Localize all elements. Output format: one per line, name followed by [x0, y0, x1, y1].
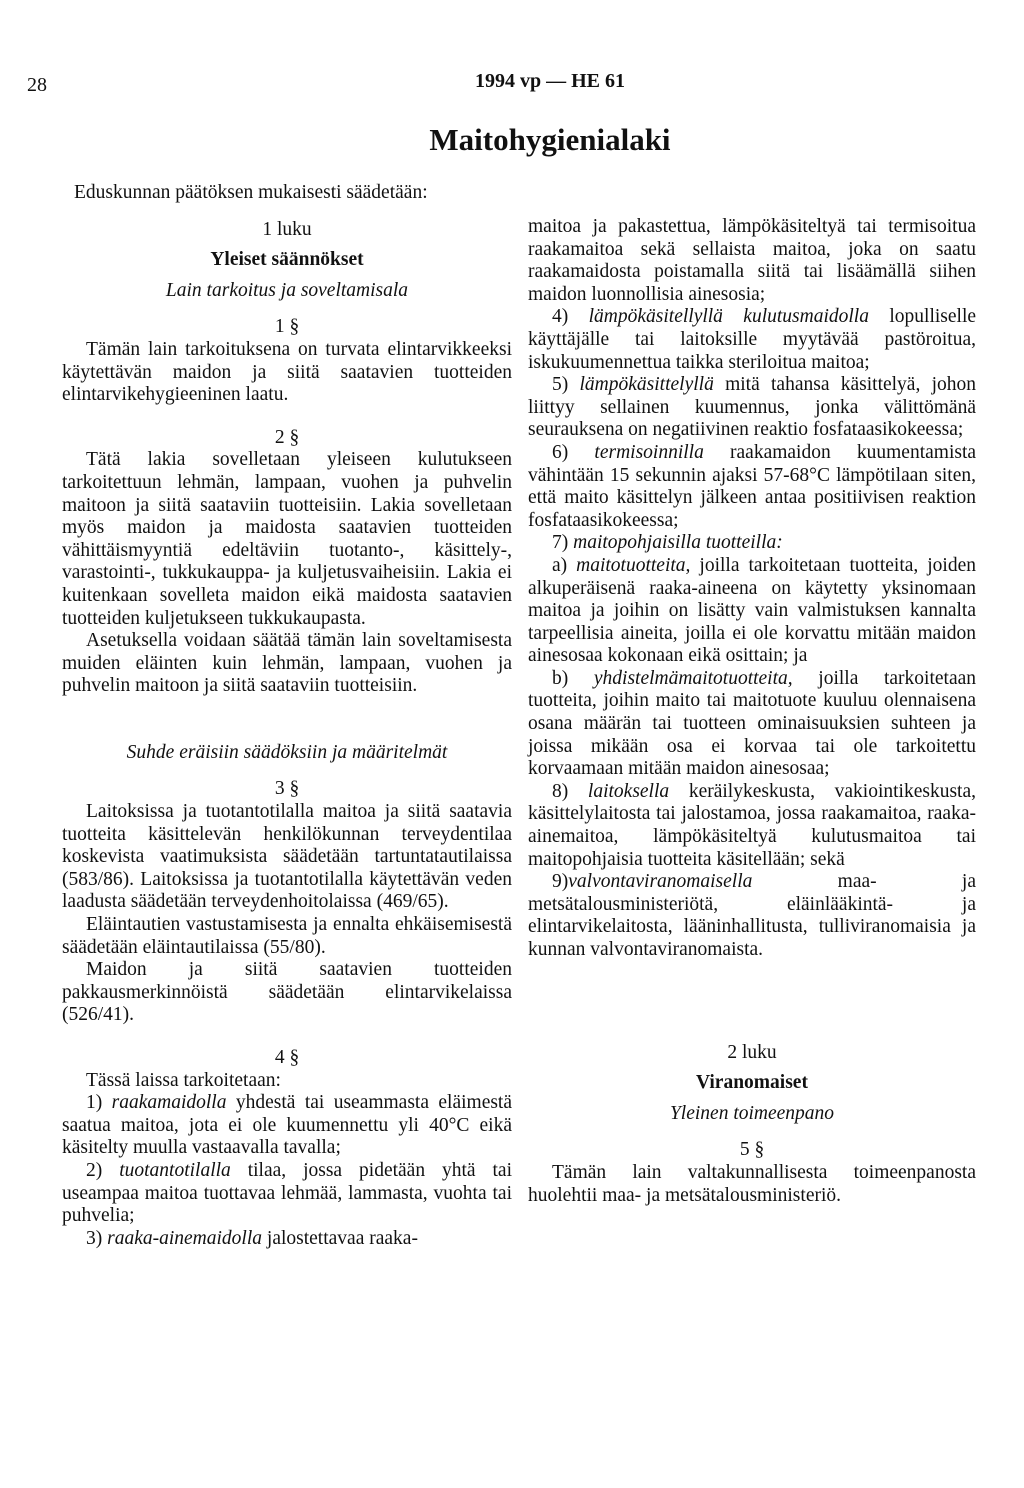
section-5-label: 5 §: [739, 1139, 765, 1161]
defined-term: raaka-ainemaidolla: [107, 1227, 263, 1249]
defined-term: maitopohjaisilla tuotteilla:: [573, 532, 783, 554]
item-number: a): [552, 554, 568, 576]
section-4-intro: Tässä laissa tarkoitetaan:: [86, 1069, 281, 1091]
chapter-2-title: Viranomaiset: [696, 1072, 808, 1094]
defined-term: tuotantotilalla: [119, 1159, 231, 1181]
item-number: 7): [552, 532, 569, 554]
item-number: 8): [552, 780, 569, 802]
defined-term: valvontaviranomaisella: [568, 871, 753, 893]
definition-item-7b: [528, 668, 976, 781]
section-3-paragraph-2: Eläintautien vastustamisesta ja ennalta ehkäisemisestä säädetään eläintautilaissa (55/80).: [62, 914, 512, 958]
right-column: [528, 216, 976, 1207]
defined-term: raakamaidolla: [111, 1092, 227, 1114]
subheading-definitions: Suhde eräisiin säädöksiin ja määritelmät: [126, 741, 448, 763]
section-2-paragraph-2: Asetuksella voidaan säätää tämän lain soveltamisesta muiden eläinten kuin lehmän, lampaan, vuohen ja puhvelin maitoon ja siitä saataviin tuotteisiin.: [62, 630, 512, 697]
section-1-text: Tämän lain tarkoituksena on turvata elintarvikkeeksi käytettävän maidon ja siitä saatavien tuotteiden elintarvikehygieeninen laatu.: [62, 338, 512, 406]
definition-text: jalostettavaa raaka-: [266, 1227, 418, 1249]
item-number: 9): [552, 871, 569, 893]
definition-item-6: [528, 442, 976, 532]
definition-item-3: [62, 1228, 512, 1251]
item-number: b): [552, 667, 569, 689]
definition-item-1: [62, 1092, 512, 1160]
section-2-label: 2 §: [274, 426, 300, 448]
defined-term: lämpökäsittelyllä: [579, 374, 714, 396]
definition-item-8: [528, 781, 976, 871]
definition-text: tilaa, jossa pidetään yhtä tai useampaa maitoa tuottavaa lehmää, lammasta, vuohta tai puhvelia;: [62, 1159, 512, 1227]
chapter-1-subtitle: Lain tarkoitus ja soveltamisala: [165, 279, 409, 301]
definition-item-5: [528, 374, 976, 442]
definition-text: maa- ja metsätalousministeriötä, eläinlääkintä- ja elintarvikelaitosta, lääninhallitusta, tulliviranomaisia ja kunnan valvontaviranomaista.: [528, 871, 976, 960]
definition-text: joilla tarkoitetaan tuotteita, joihin maito tai maitotuote kuuluu olennaisena osana määrän tai tuotteen ominaisuuksien suhteen ja joissa mikään osa ei korvaa tai ole tarkoitettu korvaamaan mitään maidon ainesosaa;: [528, 667, 977, 780]
defined-term: termisoinnilla: [594, 441, 704, 463]
chapter-2-subtitle: Yleinen toimeenpano: [669, 1102, 835, 1124]
definition-item-4: [528, 306, 976, 374]
section-5-text: Tämän lain valtakunnallisesta toimeenpanosta huolehtii maa- ja metsätalousministeriö.: [528, 1161, 976, 1206]
definition-text: keräilykeskusta, vakiointikeskusta, käsittelylaitosta tai jalostamoa, jossa raakamaitoa, raaka-ainemaitoa, lämpökäsiteltyä kulutusmaitoa tai maitopohjaisia tuotteita käsitellään; sekä: [528, 780, 976, 870]
enactment-clause: Eduskunnan päätöksen mukaisesti säädetään:: [74, 182, 428, 203]
item-number: 4): [552, 306, 569, 328]
definition-item-7: [528, 532, 976, 555]
section-3-paragraph-3: Maidon ja siitä saatavien tuotteiden pakkausmerkinnöistä säädetään elintarvikelaissa (526/41).: [62, 959, 512, 1026]
defined-term: maitotuotteita,: [576, 554, 691, 576]
definition-item-2: [62, 1160, 512, 1228]
section-4-label: 4 §: [274, 1047, 300, 1068]
section-2-paragraph-1: Tätä lakia sovelletaan yleiseen kulutukseen tarkoitettuun lehmän, lampaan, vuohen ja puhvelin maitoon ja siitä saataviin tuotteisiin. Lakia sovelletaan myös maidon ja maidosta saatavien tuotteiden vähittäismyyntiä edeltäviin tuotanto-, käsittely-, varastointi-, tukkukauppa- ja kuljetusvaiheisiin. Lakia ei kuitenkaan sovelleta maidon eikä maidosta saatavien tuotteiden kuljetukseen tukkukaupasta.: [62, 449, 512, 629]
left-column: [62, 182, 512, 1250]
section-1-label: 1 §: [274, 316, 300, 338]
definition-text: raakamaidon kuumentamista vähintään 15 sekunnin ajaksi 57-68°C lämpötilaan siten, että maito käsittelyn jälkeen antaa positiivisen reaktion fosfataasikokeessa;: [528, 441, 977, 531]
chapter-1-number: 1 luku: [262, 218, 312, 240]
definition-item-9: [528, 871, 976, 961]
definition-text: yhdestä tai useammasta eläimestä saatua maitoa, jota ei ole kuumennettu yli 40°C eikä käsitelty muulla vastaavalla tavalla;: [62, 1092, 513, 1159]
definition-item-3-continued: maitoa ja pakastettua, lämpökäsiteltyä tai termisoitua raakamaitoa sekä sellaista maitoa, joka on saatu raakamaidosta poistamalla siitä tai lisäämällä siihen maidon luonnollisia ainesosia;: [528, 216, 976, 305]
chapter-2-number: 2 luku: [727, 1041, 777, 1063]
running-head: 1994 vp — HE 61: [474, 70, 626, 92]
defined-term: lämpökäsitellyllä kulutusmaidolla: [588, 306, 869, 328]
item-number: 5): [552, 374, 569, 396]
item-number: 2): [86, 1159, 103, 1181]
item-number: 6): [552, 441, 569, 463]
definition-text: mitä tahansa käsittelyä, johon liittyy sellainen kuumennus, jonka välittömänä seurauksena on negatiivinen reaktio fosfataasikokeessa;: [528, 374, 977, 441]
definition-text: joilla tarkoitetaan tuotteita, joiden alkuperäisenä raaka-aineena on käytetty yksinomaan maitoa ja joihin on lisätty vain valmistuksen kannalta tarpeellisia aineita, joilla ei ole korvattu mitään maidon ainesosaa kokonaan eikä osittain; ja: [528, 554, 976, 667]
page-number: 28: [27, 74, 47, 96]
definition-item-7a: [528, 555, 976, 668]
chapter-1-title: Yleiset säännökset: [210, 249, 364, 271]
section-3-paragraph-1: Laitoksissa ja tuotantotilalla maitoa ja siitä saatavia tuotteita käsittelevän henkilökunnan terveydentilaa koskevista vaatimuksista säädetään tartuntatautilaissa (583/86). Laitoksissa ja tuotantotilalla käytettävän veden laadusta säädetään terveydenhoitolaissa (469/65).: [62, 801, 512, 913]
section-3-label: 3 §: [274, 778, 300, 800]
defined-term: laitoksella: [587, 780, 670, 802]
definition-text: lopulliselle käyttäjälle tai laitoksille myytävää pastöroitua, iskukuumennettua taikka steriloitua maitoa;: [528, 306, 977, 373]
defined-term: yhdistelmämaitotuotteita,: [593, 667, 793, 689]
act-title: Maitohygienialaki: [429, 122, 671, 157]
item-number: 1): [86, 1092, 103, 1114]
item-number: 3): [86, 1227, 103, 1249]
